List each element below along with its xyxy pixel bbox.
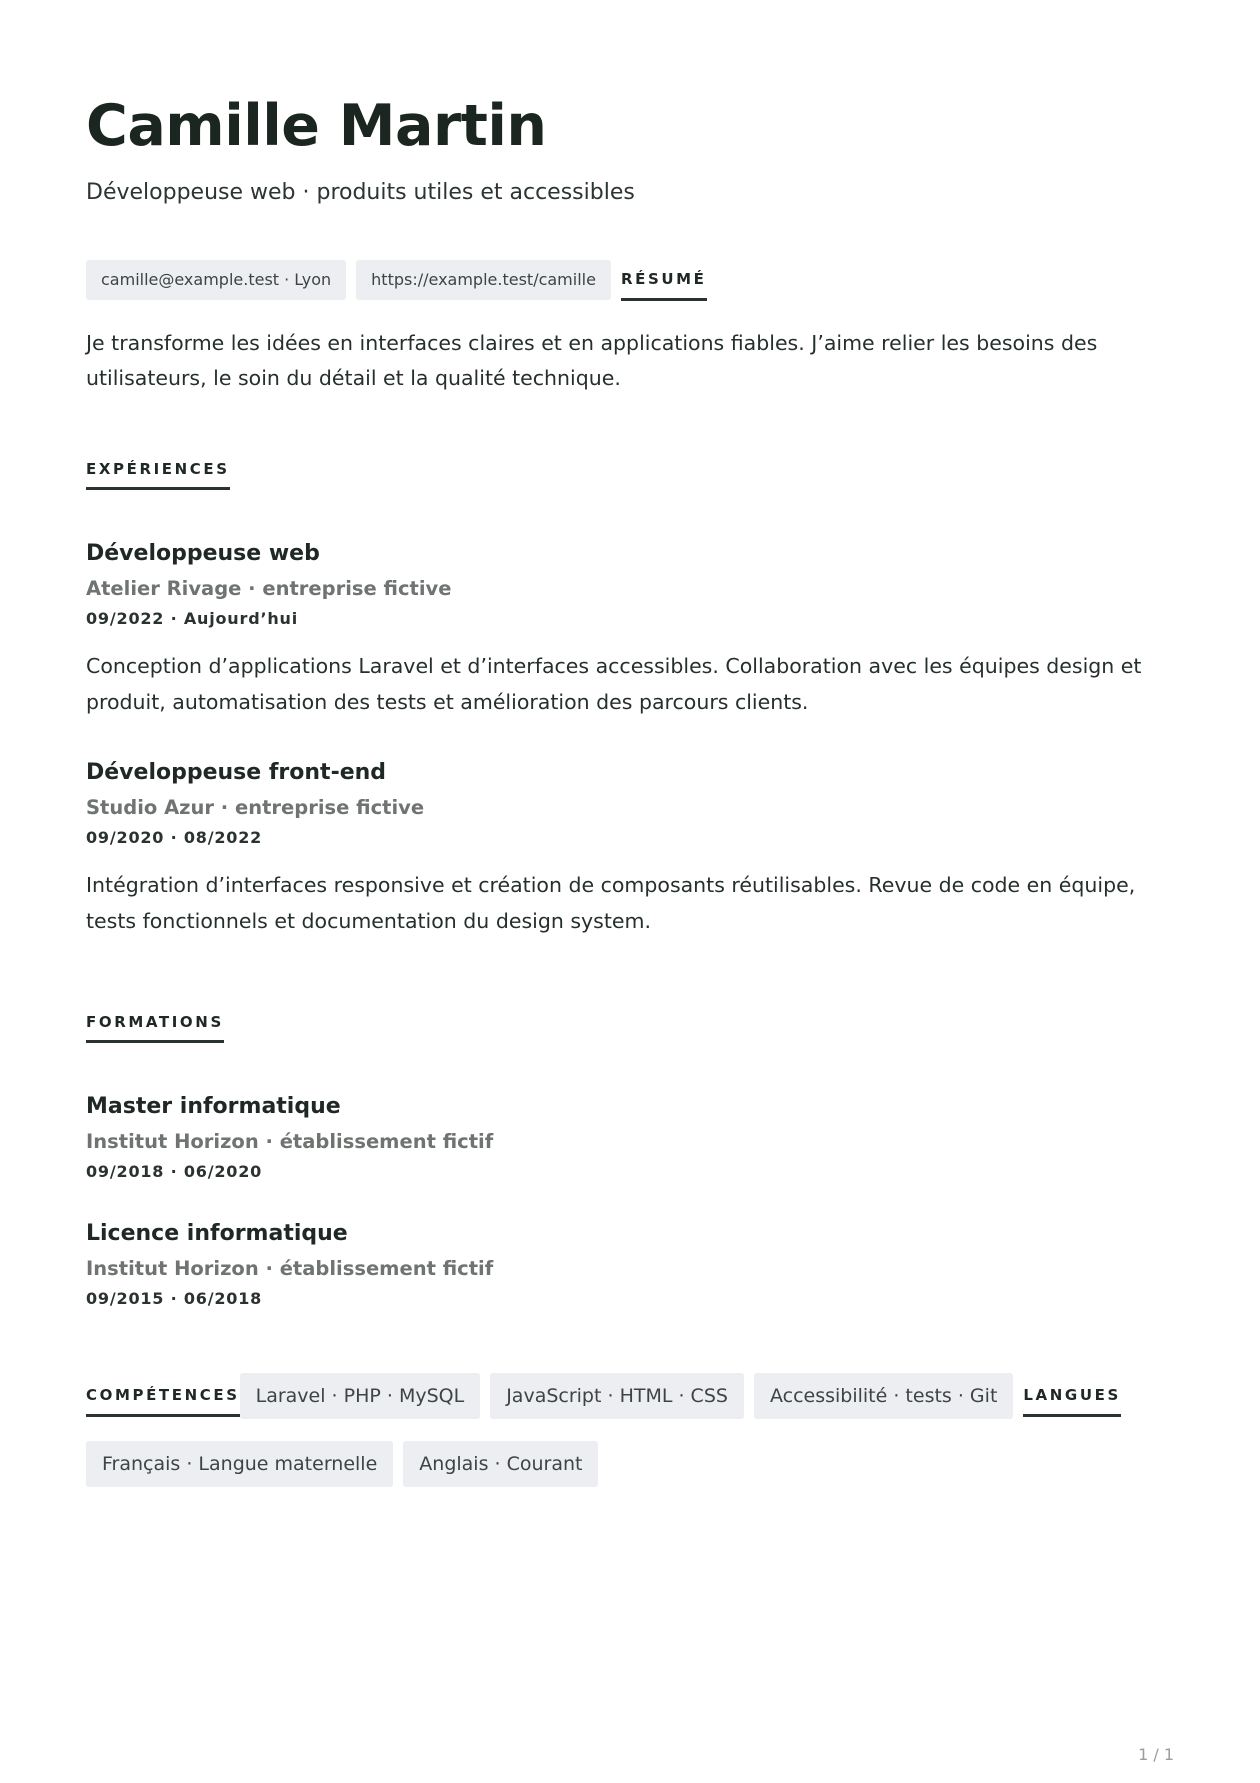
contact-email-location: camille@example.test · Lyon (86, 260, 346, 300)
experience-entry (86, 539, 1186, 720)
education-title: Master informatique (86, 1094, 341, 1119)
education-entry (86, 1092, 1186, 1183)
education-dates: 09/2018 · 06/2020 (86, 1162, 263, 1181)
language-chip: Français · Langue maternelle (86, 1441, 393, 1487)
languages-heading: LANGUES (1023, 1373, 1120, 1417)
experience-description: Conception d’applications Laravel et d’interfaces accessibles. Collaboration avec les équipes design et produit, automatisation des tests et amélioration des parcours clients. (86, 654, 1142, 714)
experience-title: Développeuse web (86, 541, 320, 566)
skill-chip: JavaScript · HTML · CSS (490, 1373, 744, 1419)
contact-row (86, 260, 707, 301)
education-heading: FORMATIONS (86, 1013, 224, 1043)
experience-organization: Atelier Rivage · entreprise fictive (86, 577, 452, 600)
skills-heading: COMPÉTENCES (86, 1373, 240, 1417)
experiences-heading: EXPÉRIENCES (86, 460, 230, 490)
experience-title: Développeuse front-end (86, 760, 387, 785)
skills-row (86, 1373, 1121, 1419)
education-section-heading (86, 1012, 224, 1043)
candidate-tagline: Développeuse web · produits utiles et accessibles (86, 180, 635, 205)
experience-entry (86, 758, 1186, 939)
summary-heading: RÉSUMÉ (621, 260, 707, 301)
experience-organization: Studio Azur · entreprise fictive (86, 796, 425, 819)
candidate-name: Camille Martin (86, 93, 547, 159)
experience-dates: 09/2020 · 08/2022 (86, 828, 263, 847)
skill-chip: Accessibilité · tests · Git (754, 1373, 1013, 1419)
page-number: 1 / 1 (1138, 1745, 1174, 1764)
contact-website: https://example.test/camille (356, 260, 611, 300)
languages-row (86, 1441, 608, 1487)
education-institution: Institut Horizon · établissement fictif (86, 1257, 494, 1280)
experiences-section-heading (86, 459, 230, 490)
education-dates: 09/2015 · 06/2018 (86, 1289, 263, 1308)
experience-description: Intégration d’interfaces responsive et création de composants réutilisables. Revue de code en équipe, tests fonctionnels et documentation du design system. (86, 873, 1136, 933)
education-title: Licence informatique (86, 1221, 348, 1246)
summary-text: Je transforme les idées en interfaces claires et en applications fiables. J’aime relier les besoins des utilisateurs, le soin du détail et la qualité technique. (86, 331, 1098, 390)
language-chip: Anglais · Courant (403, 1441, 598, 1487)
skill-chip: Laravel · PHP · MySQL (240, 1373, 481, 1419)
experience-dates: 09/2022 · Aujourd’hui (86, 609, 298, 628)
education-entry (86, 1219, 1186, 1310)
education-institution: Institut Horizon · établissement fictif (86, 1130, 494, 1153)
